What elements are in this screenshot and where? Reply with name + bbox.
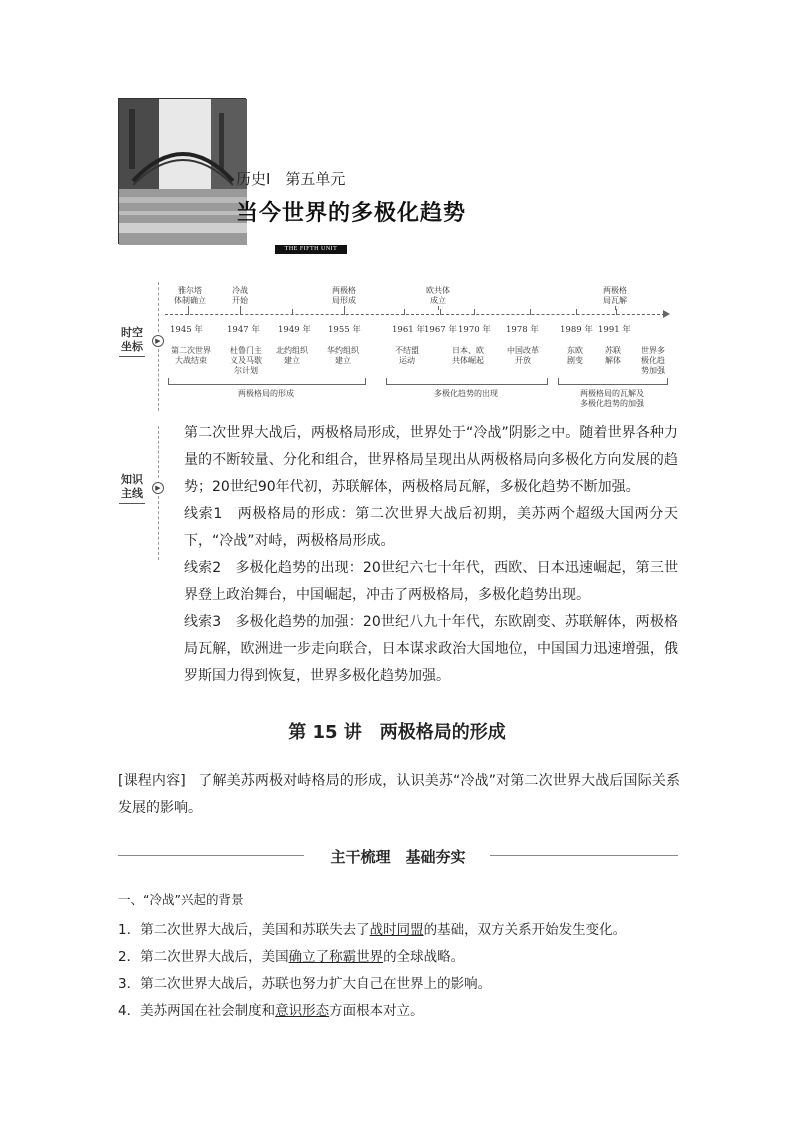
timeline-year: 1947 年 [227, 325, 260, 335]
side-label-underline [119, 356, 145, 357]
timeline-tick [474, 309, 475, 315]
timeline-tick [404, 309, 405, 315]
knowledge-divider [158, 496, 159, 560]
timeline-arrow-icon [663, 310, 670, 318]
timeline-connector [240, 306, 241, 310]
list-item: 2．第二次世界大战后，美国确立了称霸世界的全球战略。 [118, 949, 465, 965]
timeline-event-below: 东欧 剧变 [567, 346, 583, 365]
timeline-event-above: 两极格 局瓦解 [603, 286, 627, 305]
subject-label: 历史Ⅰ 第五单元 [236, 170, 346, 188]
timeline-connector [188, 306, 189, 310]
timeline-event-below: 中国改革 开放 [507, 346, 539, 365]
timeline-event-above: 雅尔塔 体制确立 [174, 286, 206, 305]
play-arrow-icon: ▶ [152, 335, 164, 347]
phase-bracket [168, 378, 366, 385]
timeline-tick [616, 309, 617, 315]
timeline-year: 1989 年 [560, 325, 593, 335]
phase-label: 两极格局的形成 [238, 389, 294, 398]
timeline-event-above: 欧共体 成立 [426, 286, 450, 305]
course-text: 了解美苏两极对峙格局的形成，认识美苏“冷战”对第二次世界大战后国际关系发展的影响。 [118, 773, 680, 816]
list-item: 1．第二次世界大战后，美国和苏联失去了战时同盟的基础，双方关系开始发生变化。 [118, 922, 627, 938]
timeline-year: 1991 年 [598, 325, 631, 335]
knowledge-clue-1: 线索1 两极格局的形成：第二次世界大战后初期，美苏两个超级大国两分天下，“冷战”对峙，两极格局形成。 [184, 506, 678, 549]
timeline-event-below: 不结盟 运动 [395, 346, 419, 365]
timeline-tick [576, 309, 577, 315]
timeline-connector [438, 306, 439, 310]
timeline-connector [344, 306, 345, 310]
list-item: 3．第二次世界大战后，苏联也努力扩大自己在世界上的影响。 [118, 976, 492, 992]
list-heading: 一、“冷战”兴起的背景 [118, 892, 244, 907]
timeline-year: 1949 年 [278, 325, 311, 335]
timeline-event-below: 杜鲁门主 义及马歇 尔计划 [230, 346, 262, 375]
timeline-event-below: 第二次世界 大战结束 [171, 346, 211, 365]
lesson-title: 第 15 讲 两极格局的形成 [288, 722, 506, 743]
timeline-event-below: 日本、欧 共体崛起 [452, 346, 484, 365]
knowledge-clue-2: 线索2 多极化趋势的出现：20世纪六七十年代，西欧、日本迅速崛起，第三世界登上政治舞台，中国崛起，冲击了两极格局，多极化趋势出现。 [184, 560, 678, 603]
timeline-year: 1978 年 [506, 325, 539, 335]
timeline-tick [530, 309, 531, 315]
timeline-tick [292, 309, 293, 315]
timeline-event-above: 冷战 开始 [232, 286, 248, 305]
side-label-line: 知识 [121, 473, 143, 486]
unit-banner: THE FIFTH UNIT [275, 245, 347, 254]
timeline-divider [158, 349, 159, 411]
canal-bridge-illustration [119, 99, 247, 245]
section-heading [118, 846, 678, 866]
timeline-year: 1961 年 [392, 325, 425, 335]
timeline-event-below: 北约组织 建立 [276, 346, 308, 365]
timeline-year: 1967 年 [424, 325, 457, 335]
course-label: [课程内容] [118, 773, 186, 789]
knowledge-clue-3: 线索3 多极化趋势的加强：20世纪八九十年代，东欧剧变、苏联解体，两极格局瓦解，欧洲进一步走向联合，日本谋求政治大国地位，中国国力迅速增强，俄罗斯国力得到恢复，世界多极化趋势加强。 [184, 614, 678, 684]
timeline-divider [158, 282, 159, 332]
play-arrow-icon: ▶ [152, 482, 164, 494]
side-label-line: 主线 [121, 487, 143, 500]
timeline-connector [615, 306, 616, 310]
timeline-side-label [118, 326, 146, 357]
list-item: 4．美苏两国在社会制度和意识形态方面根本对立。 [118, 1003, 424, 1019]
timeline-year: 1945 年 [170, 325, 203, 335]
section-title: 主干梳理 基础夯实 [330, 848, 466, 866]
timeline-year: 1970 年 [458, 325, 491, 335]
timeline-event-below: 苏联 解体 [605, 346, 621, 365]
timeline-event-below: 世界多 极化趋 势加强 [641, 346, 665, 375]
timeline-event-below: 华约组织 建立 [327, 346, 359, 365]
timeline-event-above: 两极格 局形成 [332, 286, 356, 305]
knowledge-intro: 第二次世界大战后，两极格局形成，世界处于“冷战”阴影之中。随着世界各种力量的不断较量、分化和组合，世界格局呈现出从两极格局向多极化方向发展的趋势；20世纪90年代初，苏联解体，两极格局瓦解，多极化趋势不断加强。 [184, 425, 678, 495]
unit-title: 当今世界的多极化趋势 [236, 201, 467, 226]
phase-label: 多极化趋势的出现 [434, 389, 498, 398]
phase-bracket [386, 378, 548, 385]
phase-bracket [558, 378, 668, 385]
side-label-line: 坐标 [121, 340, 143, 353]
side-label-underline [119, 503, 145, 504]
side-label-line: 时空 [121, 326, 143, 339]
knowledge-divider [158, 426, 159, 478]
phase-label: 两极格局的瓦解及 多极化趋势的加强 [580, 389, 644, 408]
knowledge-side-label [118, 473, 146, 504]
course-content [118, 768, 680, 822]
timeline-tick [440, 309, 441, 315]
timeline-year: 1955 年 [328, 325, 361, 335]
